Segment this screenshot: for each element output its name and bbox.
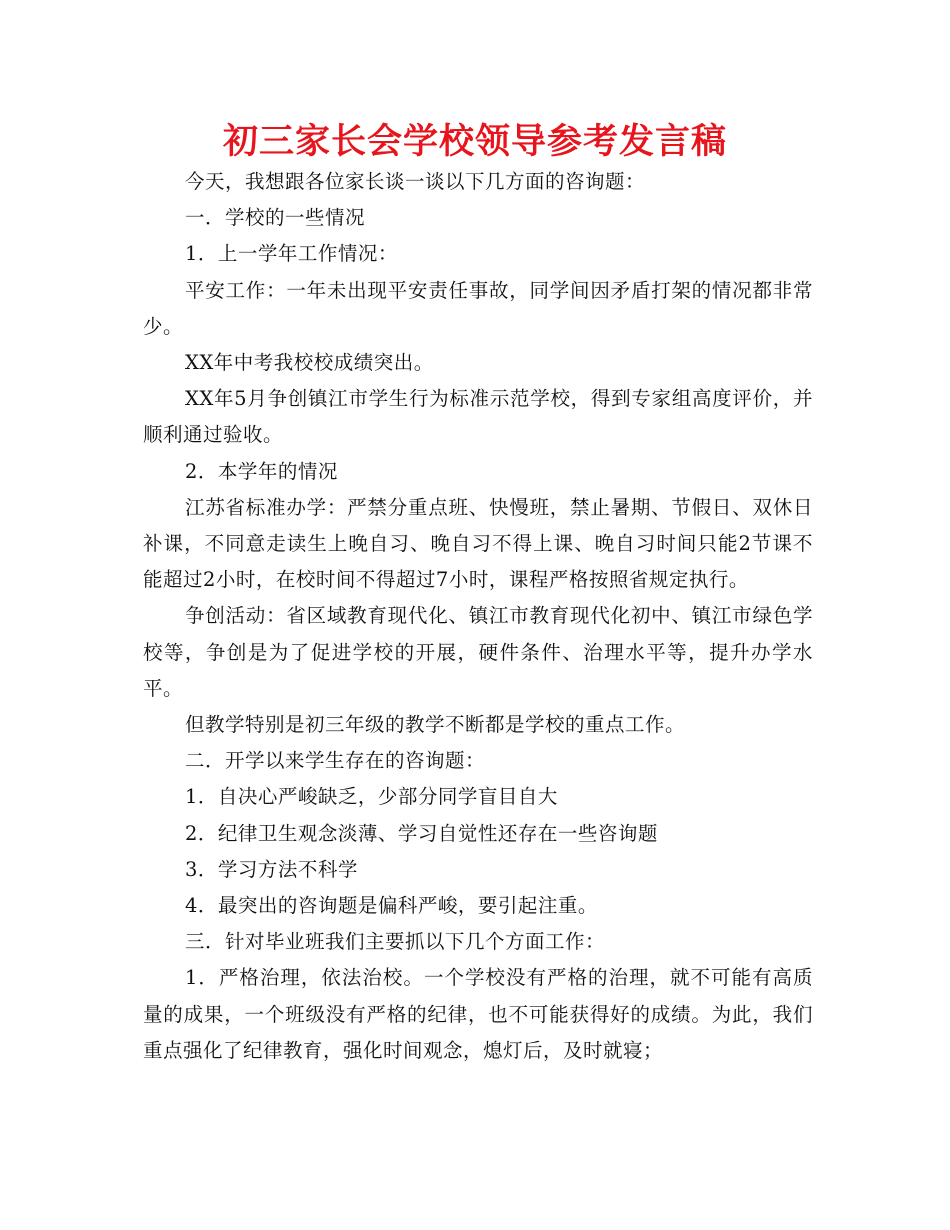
section-heading-1: 一．学校的一些情况 bbox=[185, 206, 366, 230]
section-heading-3: 三．针对毕业班我们主要抓以下几个方面工作： bbox=[185, 930, 606, 954]
paragraph-safety: 平安工作：一年未出现平安责任事故，同学间因矛盾打架的情况都非常少。 bbox=[143, 278, 813, 338]
subsection-heading-1-2: 2．本学年的情况 bbox=[185, 459, 338, 483]
list-item-problem-2: 2．纪律卫生观念淡薄、学习自觉性还存在一些咨询题 bbox=[185, 821, 658, 845]
list-item-problem-1: 1．自决心严峻缺乏，少部分同学盲目自大 bbox=[185, 785, 558, 809]
paragraph-exam-results: XX年中考我校校成绩突出。 bbox=[185, 351, 434, 375]
paragraph-grade-nine-focus: 但教学特别是初三年级的教学不断都是学校的重点工作。 bbox=[185, 713, 686, 737]
subsection-heading-1-1: 1．上一学年工作情况： bbox=[185, 242, 398, 266]
section-heading-2: 二．开学以来学生存在的咨询题： bbox=[185, 749, 486, 773]
paragraph-standard-schooling: 江苏省标准办学：严禁分重点班、快慢班，禁止暑期、节假日、双休日补课，不同意走读生上晚自习、晚自习不得上课、晚自习时间只能2节课不能超过2小时，在校时间不得超过7小时，课程严格按照省规定执行。 bbox=[143, 495, 813, 592]
paragraph-intro: 今天，我想跟各位家长谈一谈以下几方面的咨询题： bbox=[185, 170, 646, 193]
paragraph-strict-management: 1．严格治理，依法治校。一个学校没有严格的治理，就不可能有高质量的成果，一个班级没有严格的纪律，也不可能获得好的成绩。为此，我们重点强化了纪律教育，强化时间观念，熄灯后，及时就寝； bbox=[143, 966, 813, 1062]
list-item-problem-4: 4．最突出的咨询题是偏科严峻，要引起注重。 bbox=[185, 894, 598, 918]
paragraph-model-school: XX年5月争创镇江市学生行为标准示范学校，得到专家组高度评价，并顺利通过验收。 bbox=[143, 387, 813, 447]
document-body bbox=[143, 164, 813, 1069]
document-title: 初三家长会学校领导参考发言稿 bbox=[222, 122, 727, 162]
list-item-problem-3: 3．学习方法不科学 bbox=[185, 857, 358, 881]
paragraph-campaign-activities: 争创活动：省区域教育现代化、镇江市教育现代化初中、镇江市绿色学校等，争创是为了促进学校的开展，硬件条件、治理水平等，提升办学水平。 bbox=[143, 604, 813, 700]
